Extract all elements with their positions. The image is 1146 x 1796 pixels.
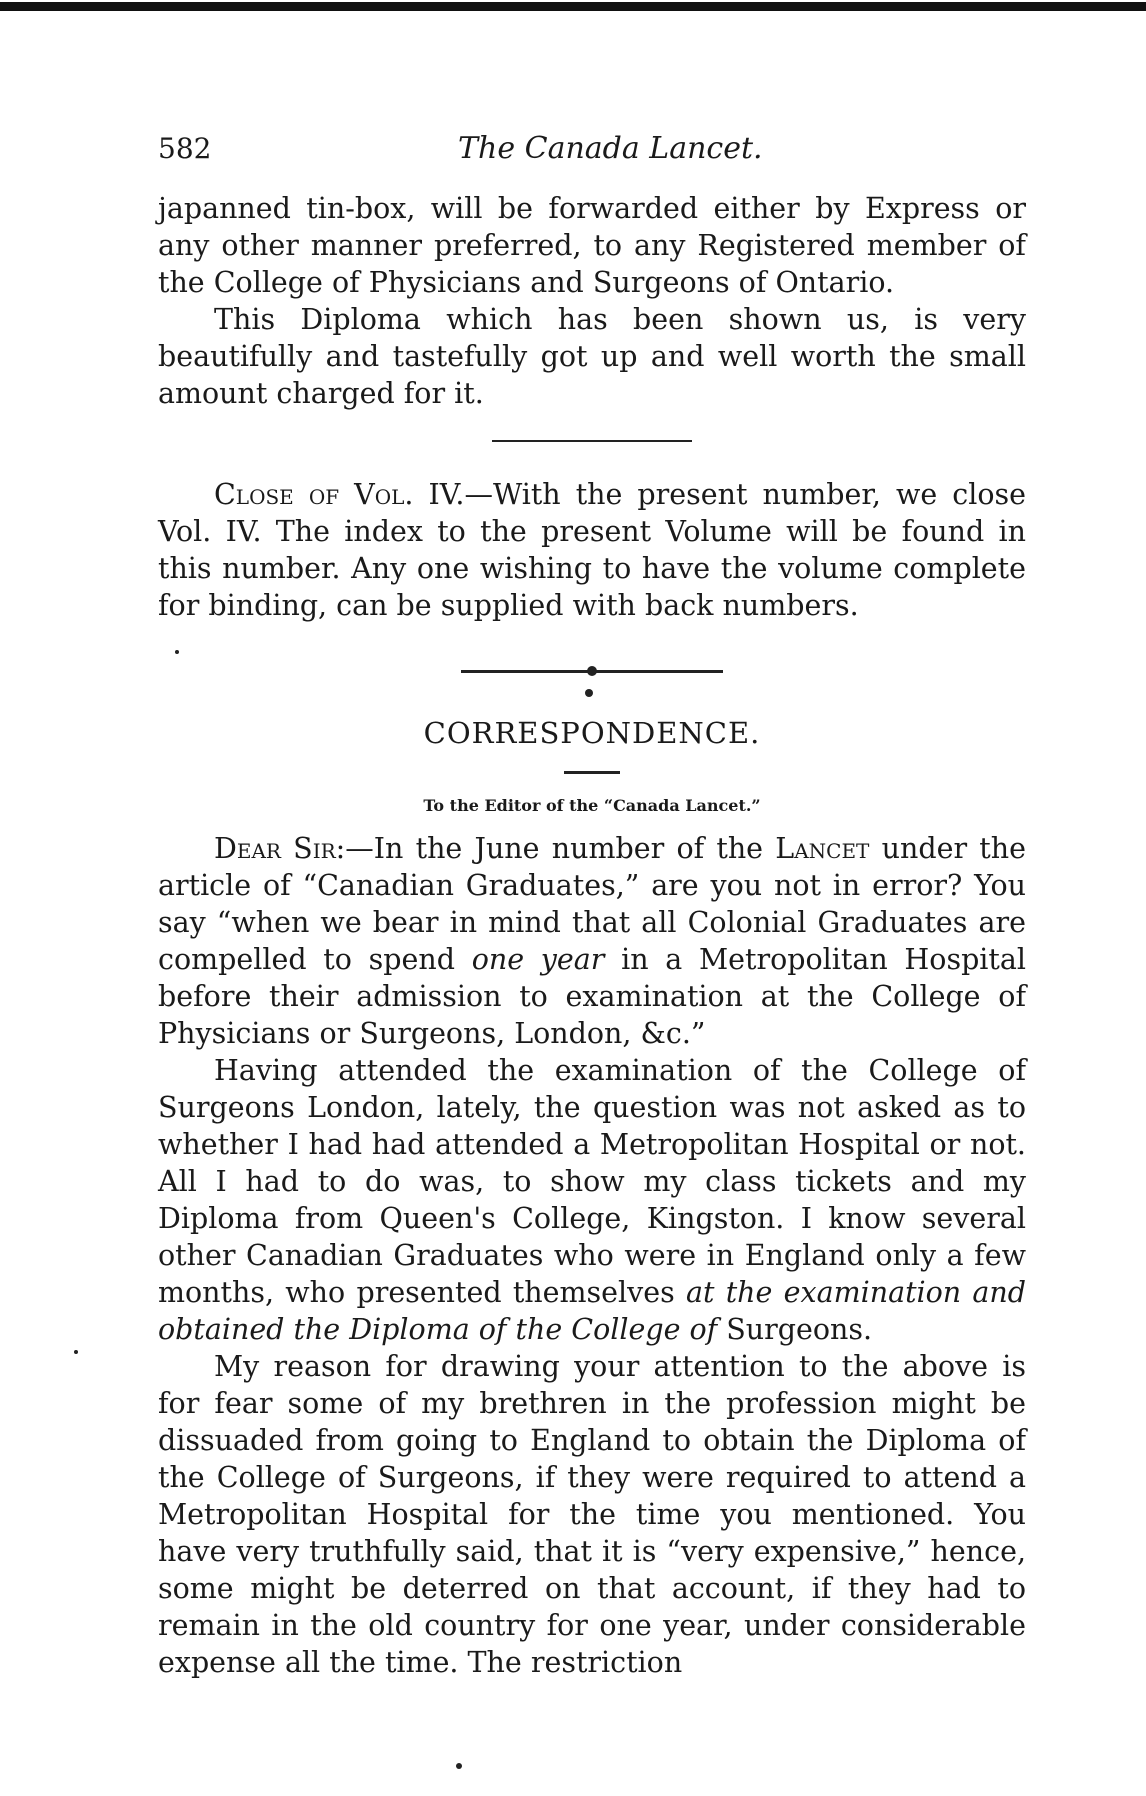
- heading-rule: [564, 771, 620, 774]
- margin-speck: [456, 1763, 462, 1769]
- lancet-name: Lancet: [775, 832, 870, 865]
- salutation: Dear Sir: [214, 832, 336, 865]
- close-of-volume-notice: [158, 476, 1026, 624]
- letter-paragraph-2: Having attended the examination of the College of Surgeons London, lately, the question was not asked as to whether I had had attended a Metropolitan Hospital or not. All I had to do was, to show my class tickets and my Diploma from Queen's College, Kingston. I know several other Canadian Graduates who were in England only a few months, who presented themselves at the examination and obtained the Diploma of the College of Surgeons.: [158, 1054, 1026, 1346]
- correspondence-heading: CORRESPONDENCE.: [423, 716, 761, 750]
- margin-speck: [74, 1350, 78, 1354]
- running-head: [158, 130, 1026, 176]
- addressee-line: To the Editor of the “Canada Lancet.”: [423, 796, 761, 815]
- close-of-volume-body: —With the present number, we close Vol. IV. The index to the present Volume will be found in this number. Any one wishing to have the volume complete for binding, can be supplied with back numbers.: [158, 478, 1026, 622]
- journal-title: The Canada Lancet.: [458, 131, 763, 166]
- ornament-dot: [585, 689, 593, 697]
- page-number: 582: [158, 132, 212, 165]
- close-of-volume-lead: Close of Vol. IV.: [214, 478, 465, 511]
- letter-paragraph-1: Dear Sir:—In the June number of the Lancet under the article of “Canadian Graduates,” are you not in error? You say “when we bear in mind that all Colonial Graduates are compelled to spend one year in a Metropolitan Hospital before their admission to examination at the College of Physicians or Surgeons, London, &c.”: [158, 832, 1026, 1050]
- top-border-rule: [0, 2, 1146, 14]
- paragraph-diploma-delivery: japanned tin-box, will be forwarded either by Express or any other manner preferred, to any Registered member of the College of Physicians and Surgeons of Ontario.: [158, 192, 1026, 299]
- page-body: [158, 130, 1026, 1681]
- margin-speck: [175, 650, 179, 654]
- paragraph-diploma-description: This Diploma which has been shown us, is very beautifully and tastefully got up and well worth the small amount charged for it.: [158, 303, 1026, 410]
- ornamental-rule: [461, 670, 723, 673]
- letter-paragraph-3: My reason for drawing your attention to the above is for fear some of my brethren in the profession might be dissuaded from going to England to obtain the Diploma of the College of Surgeons, if they were required to attend a Metropolitan Hospital for the time you mentioned. You have very truthfully said, that it is “very expensive,” hence, some might be deterred on that account, if they had to remain in the old country for one year, under considerable expense all the time. The restriction: [158, 1350, 1026, 1679]
- separator-rule: [492, 440, 692, 442]
